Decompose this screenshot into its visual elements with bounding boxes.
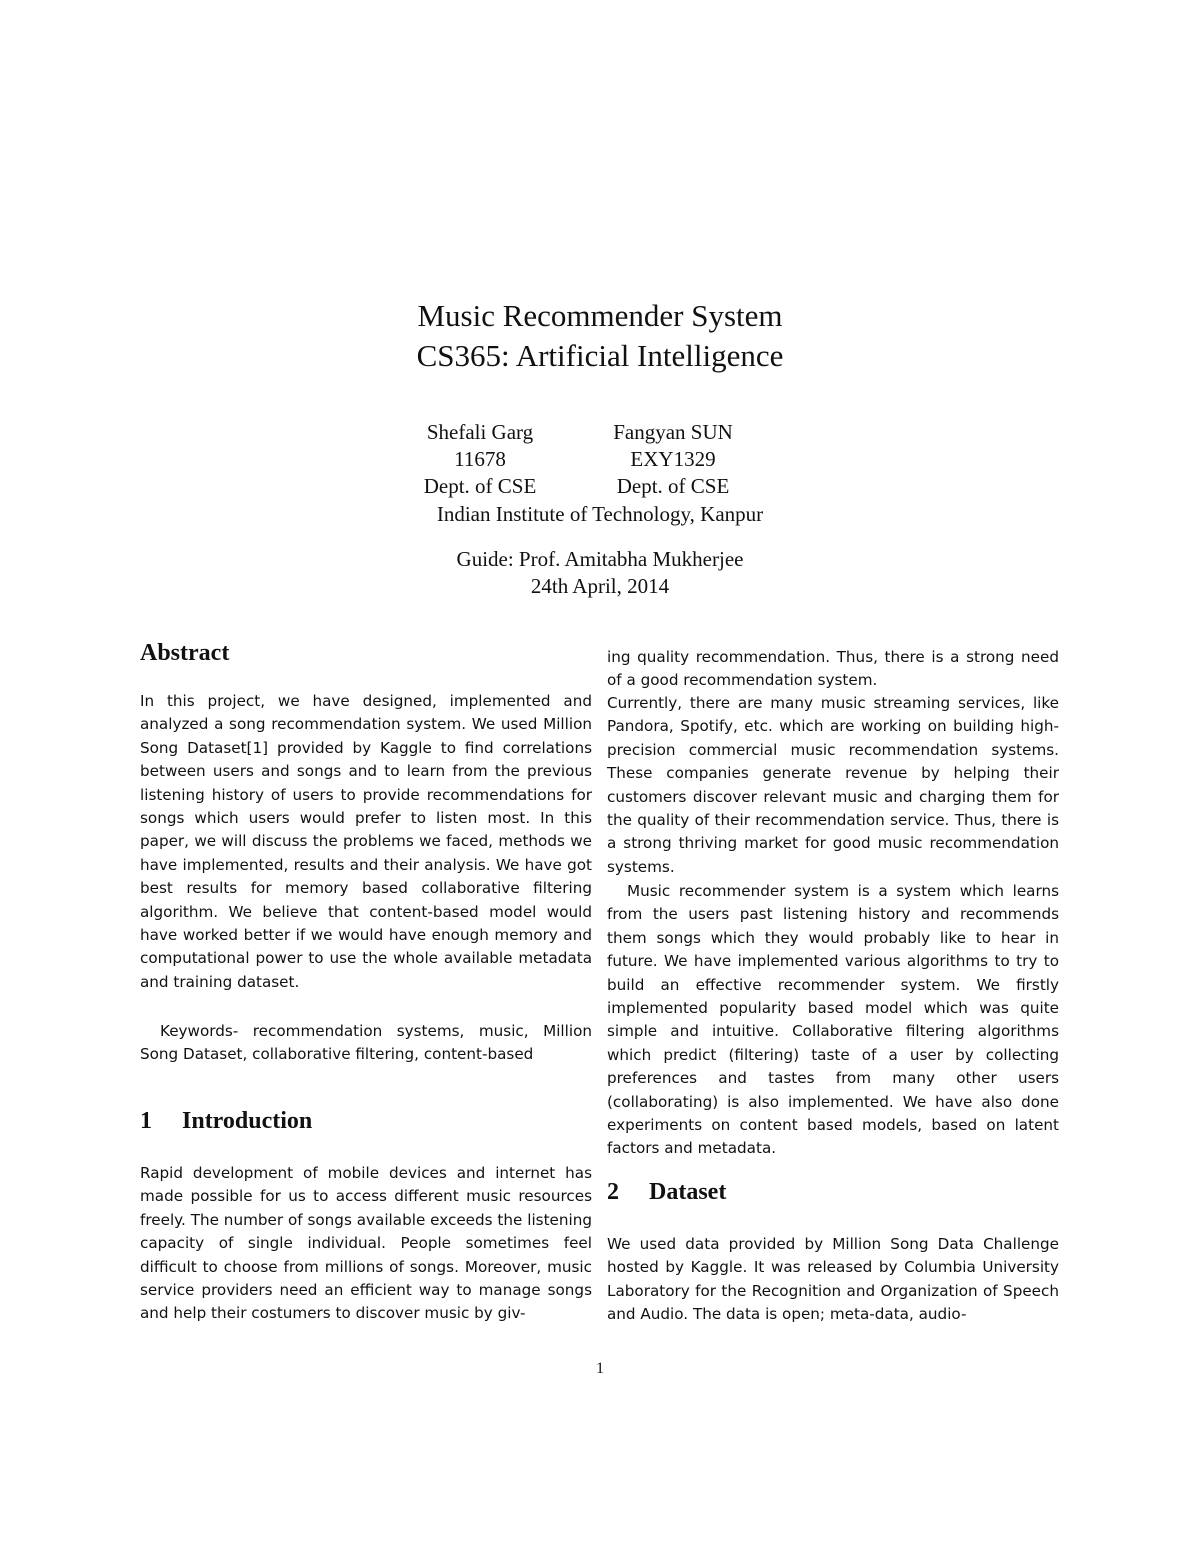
author-2-name: Fangyan SUN [613,420,733,444]
keywords: Keywords- recommendation systems, music, Million Song Dataset, collaborative filtering, content-based [140,1022,592,1064]
dataset-paragraph-1: We used data provided by Million Song Data Challenge hosted by Kaggle. It was released by Columbia University Laboratory for the Recognition and Organization of Speech and Audio. The data is open; meta-data, audio- [607,1235,1059,1324]
abstract-body: In this project, we have designed, implemented and analyzed a song recommendation system. We used Million Song Dataset[1] provided by Kaggle to find correlations between users and songs and to learn from the previous listening history of users to provide recommendations for songs which users would prefer to listen most. In this paper, we will discuss the problems we faced, methods we have implemented, results and their analysis. We have got best results for memory based collaborative filtering algorithm. We believe that content-based model would have worked better if we would have enough memory and computational power to use the whole available metadata and training dataset. [140,692,592,991]
introduction-paragraph-2: Currently, there are many music streaming services, like Pandora, Spotify, etc. which are working on building high-precision commercial music recommendation systems. These companies generate revenue by helping their customers discover relevant music and charging them for the quality of their recommendation service. Thus, there is a strong thriving market for good music recommendation systems. [607,694,1059,876]
author-1-dept: Dept. of CSE [423,474,537,498]
paper-title [0,296,1200,376]
guide-and-date [0,546,1200,600]
introduction-paragraph-1-continued: ing quality recommendation. Thus, there is a strong need of a good recommendation system. [607,648,1059,690]
introduction-heading [140,1108,312,1135]
guide: Guide: Prof. Amitabha Mukherjee [456,547,744,571]
section-title: Dataset [649,1179,727,1205]
title-line-1: Music Recommender System [417,298,783,333]
date: 24th April, 2014 [530,574,670,598]
section-number: 1 [140,1108,152,1134]
section-title: Introduction [182,1108,313,1134]
section-number: 2 [607,1179,619,1205]
author-1-name: Shefali Garg [426,420,534,444]
dataset-heading [607,1179,726,1206]
author-2 [573,419,773,500]
author-2-id: EXY1329 [630,447,716,471]
introduction-paragraph-3: Music recommender system is a system which learns from the users past listening history and recommends them songs which they would probably like to hear in future. We have implemented various algorithms to try to build an effective recommender system. We firstly implemented popularity based model which was quite simple and intuitive. Collaborative filtering algorithms which predict (filtering) taste of a user by collecting preferences and tastes from many other users (collaborating) is also implemented. We have also done experiments on content based models, based on latent factors and metadata. [607,882,1059,1158]
title-line-2: CS365: Artificial Intelligence [416,338,784,373]
page-number: 1 [596,1360,604,1377]
author-1 [380,419,580,500]
institute: Indian Institute of Technology, Kanpur [436,502,764,526]
author-2-dept: Dept. of CSE [616,474,730,498]
author-1-id: 11678 [454,447,506,471]
introduction-paragraph-1: Rapid development of mobile devices and internet has made possible for us to access different music resources freely. The number of songs available exceeds the listening capacity of single individual. People sometimes feel difficult to choose from millions of songs. Moreover, music service providers need an efficient way to manage songs and help their costumers to discover music by giv- [140,1164,592,1323]
abstract-heading: Abstract [140,640,230,666]
